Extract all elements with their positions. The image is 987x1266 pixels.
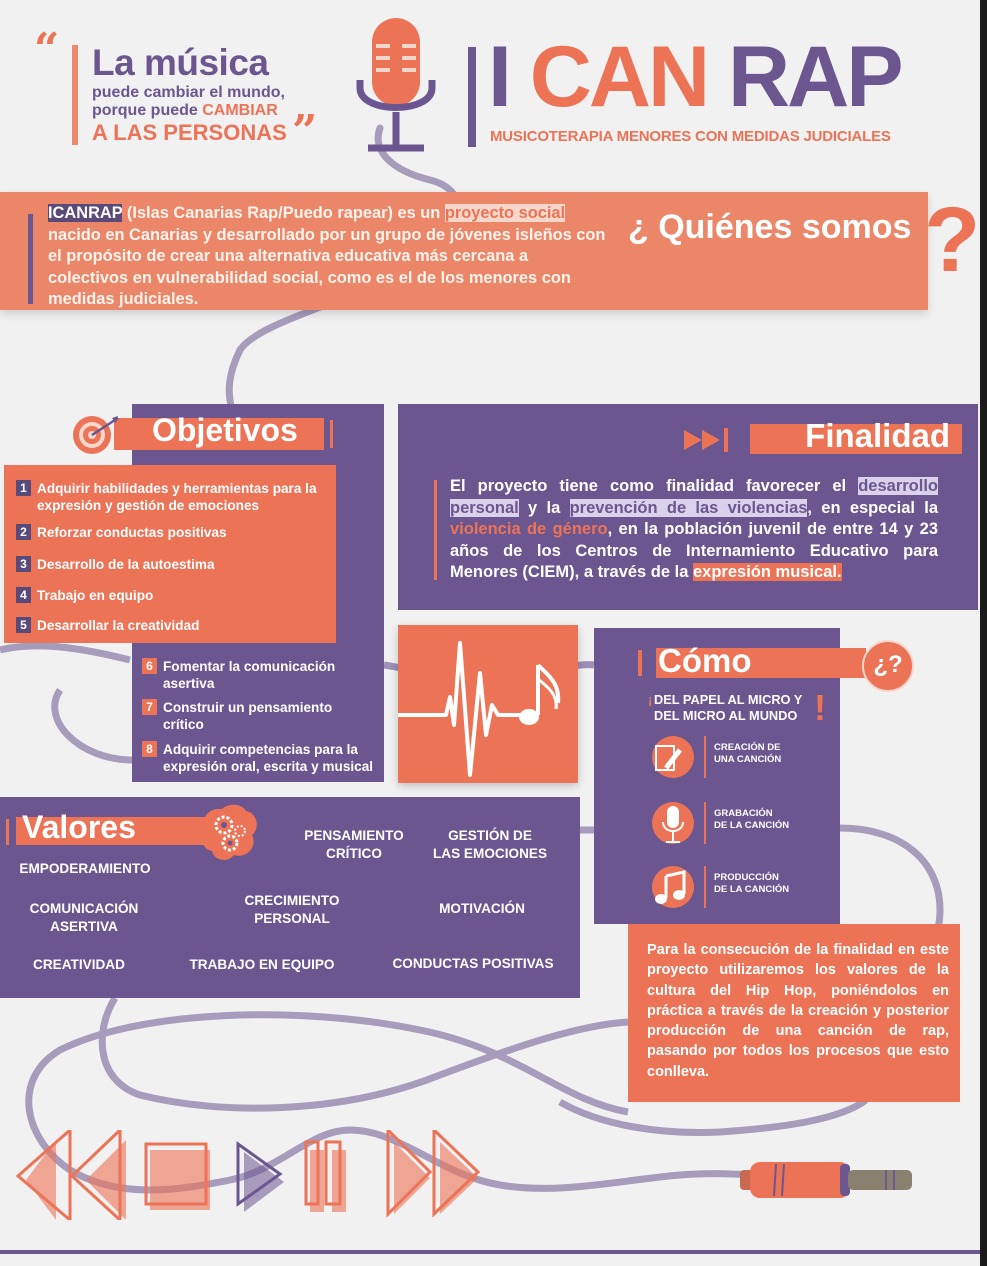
valor-line: EMPODERAMIENTO <box>19 861 151 876</box>
music-note-icon <box>652 866 694 908</box>
objetivo-number: 5 <box>16 617 31 633</box>
valor-line: COMUNICACIÓN <box>29 901 139 916</box>
quienes-text-part: (Islas Canarias Rap/Puedo rapear) es un <box>122 204 445 222</box>
page-title <box>488 30 901 125</box>
objetivo-number: 4 <box>16 587 31 603</box>
valor-line: GESTIÓN DE <box>448 828 532 843</box>
target-icon <box>72 414 122 456</box>
objetivo-number: 6 <box>142 658 157 674</box>
objetivo-text: Desarrollar la creatividad <box>37 618 200 633</box>
fast-forward-icon[interactable] <box>388 1130 478 1214</box>
valor-item <box>222 892 362 928</box>
microphone-icon <box>356 18 436 154</box>
valor-item <box>14 900 154 936</box>
quienes-somos-panel <box>0 192 928 310</box>
inverted-exclamation: ¡ <box>648 692 653 707</box>
quote-line-3-highlight: CAMBIAR <box>202 102 278 119</box>
quienes-text-part: nacido en Canarias y desarrollado por un grupo de jóvenes isleños con el propósito de crear una alternativa educativa más cercana a colectivos en vulnerabilidad social, como es el de los menores con medidas judiciales. <box>48 225 606 308</box>
objetivo-item <box>142 658 362 692</box>
question-badge: ¿? <box>862 640 914 692</box>
finalidad-text-part: , en especial la <box>807 498 938 517</box>
step-label-line: UNA CANCIÓN <box>714 754 782 765</box>
audio-jack-icon <box>740 1158 920 1202</box>
objetivo-item <box>142 699 362 733</box>
valor-line: PERSONAL <box>254 911 330 926</box>
objetivo-number: 1 <box>16 480 31 496</box>
step-label-line: DE LA CANCIÓN <box>714 820 790 831</box>
objetivo-text: Adquirir habilidades y herramientas para la expresión y gestión de emociones <box>37 481 317 513</box>
quienes-accent-bar <box>28 214 33 304</box>
objetivos-heading: Objetivos <box>152 412 298 448</box>
valor-line: CRÍTICO <box>326 846 382 861</box>
title-rap: RAP <box>728 29 901 125</box>
valor-line: CREATIVIDAD <box>33 957 125 972</box>
rewind-icon[interactable] <box>18 1130 126 1220</box>
valor-item <box>176 956 348 974</box>
finalidad-accent-bar <box>434 480 437 580</box>
metodologia-text: Para la consecución de la finalidad en este proyecto utilizaremos los valores de la cultura del Hip Hop, poniéndolos en práctica a través de la creación y posterior producción de una canción de rap, pasando por todos los procesos que esto conlleva. <box>647 942 949 1080</box>
objetivo-text: Reforzar conductas positivas <box>37 525 227 540</box>
objetivos-title-tick <box>330 420 333 448</box>
como-subtitle-line: DEL MICRO AL MUNDO <box>654 708 798 723</box>
objetivo-item <box>16 587 153 604</box>
step-label <box>714 742 781 766</box>
title-can: CAN <box>529 29 729 125</box>
valor-item <box>14 956 144 974</box>
heartbeat-music-note-icon <box>398 625 578 783</box>
highlight-icanrap: ICANRAP <box>48 204 123 222</box>
objetivo-item <box>16 524 227 541</box>
objetivo-item <box>16 556 215 573</box>
finalidad-text-part: y la <box>518 498 570 517</box>
page-subtitle: MUSICOTERAPIA MENORES CON MEDIDAS JUDICIALES <box>490 128 891 145</box>
finalidad-text-part: , en la población juvenil de entre 14 y 23 años de los Centros de Internamiento Educativo para Menores (CIEM), a través de la <box>450 520 938 581</box>
valor-item <box>412 900 552 918</box>
finalidad-text-part: El proyecto tiene como finalidad favorecer el <box>450 477 859 495</box>
finalidad-panel <box>398 404 978 610</box>
step-label <box>714 872 789 896</box>
objetivo-item <box>16 617 199 634</box>
step-label-line: GRABACIÓN <box>714 808 773 819</box>
finalidad-text <box>450 476 938 584</box>
valor-line: ASERTIVA <box>50 919 118 934</box>
como-step-grabacion <box>652 802 832 852</box>
valores-title-tick <box>6 819 9 845</box>
quote-line-2: puede cambiar el mundo, <box>92 84 285 101</box>
objetivo-number: 7 <box>142 699 157 715</box>
como-subtitle <box>654 692 802 724</box>
valor-item <box>10 860 160 878</box>
objetivo-text: Adquirir competencias para la expresión oral, escrita y musical <box>163 742 374 774</box>
valor-line: CRECIMIENTO <box>244 893 340 908</box>
title-divider <box>468 47 476 147</box>
highlight-proyecto-social: proyecto social <box>444 204 566 222</box>
valor-line: TRABAJO EN EQUIPO <box>189 957 335 972</box>
quienes-somos-text <box>48 203 608 311</box>
highlight-violencia-genero: violencia de género <box>450 520 608 538</box>
objetivo-text: Construir un pensamiento crítico <box>163 700 333 732</box>
valor-item <box>380 955 566 973</box>
quote-line-3-prefix: porque puede <box>92 102 203 119</box>
quote-divider <box>72 45 78 145</box>
como-panel <box>594 628 840 924</box>
highlight-expresion-musical: expresión musical. <box>693 563 842 581</box>
como-step-produccion <box>652 866 832 916</box>
finalidad-heading: Finalidad <box>805 417 950 454</box>
fast-forward-icon <box>684 426 744 454</box>
step-label-line: DE LA CANCIÓN <box>714 884 790 895</box>
step-label-line: PRODUCCIÓN <box>714 872 779 883</box>
como-step-creacion <box>652 736 832 786</box>
highlight-desarrollo-personal: desarrollo personal <box>450 477 938 517</box>
brain-gears-icon <box>198 803 260 863</box>
highlight-prevencion: prevención de las violencias <box>569 498 808 517</box>
valor-line: LAS EMOCIONES <box>432 846 548 861</box>
bottom-divider <box>0 1250 980 1254</box>
como-subtitle-line: DEL PAPEL AL MICRO Y <box>654 692 803 707</box>
valores-panel <box>0 797 580 998</box>
valor-line: CONDUCTAS POSITIVAS <box>392 956 554 971</box>
heartbeat-panel <box>398 625 578 783</box>
title-i: I <box>488 29 530 125</box>
valor-item <box>420 827 560 863</box>
notepad-pencil-icon <box>652 736 694 778</box>
objetivo-text: Fomentar la comunicación asertiva <box>163 659 336 691</box>
objetivo-text: Desarrollo de la autoestima <box>37 557 215 572</box>
objetivo-text: Trabajo en equipo <box>37 588 154 603</box>
question-mark-icon: ? <box>924 189 980 291</box>
objetivo-item <box>16 480 336 514</box>
quote-headline: La música <box>92 42 269 83</box>
metodologia-panel <box>628 924 960 1102</box>
quienes-somos-heading: ¿ Quiénes somos <box>628 208 912 246</box>
step-divider <box>704 866 706 908</box>
quote-line-4: A LAS PERSONAS <box>92 120 287 145</box>
valor-line: PENSAMIENTO <box>304 828 404 843</box>
como-heading: Cómo <box>658 642 752 679</box>
stop-icon[interactable] <box>146 1144 210 1210</box>
como-title-tick <box>638 650 642 676</box>
objetivo-item <box>142 741 382 775</box>
quote-line-3 <box>92 102 278 120</box>
step-label-line: CREACIÓN DE <box>714 742 781 753</box>
microphone-icon <box>652 802 694 844</box>
player-controls <box>10 1130 510 1220</box>
step-divider <box>704 736 706 778</box>
step-label <box>714 808 789 832</box>
pause-icon[interactable] <box>306 1142 346 1212</box>
play-icon[interactable] <box>238 1144 284 1212</box>
valores-heading: Valores <box>22 809 136 845</box>
open-quote-mark: “ <box>34 24 60 75</box>
valor-line: MOTIVACIÓN <box>439 901 525 916</box>
objetivo-number: 8 <box>142 741 157 757</box>
close-quote-mark: ” <box>292 106 318 157</box>
exclamation-mark: ! <box>814 687 826 728</box>
objetivo-number: 2 <box>16 524 31 540</box>
step-divider <box>704 802 706 844</box>
objetivo-number: 3 <box>16 556 31 572</box>
valor-item <box>290 827 418 863</box>
